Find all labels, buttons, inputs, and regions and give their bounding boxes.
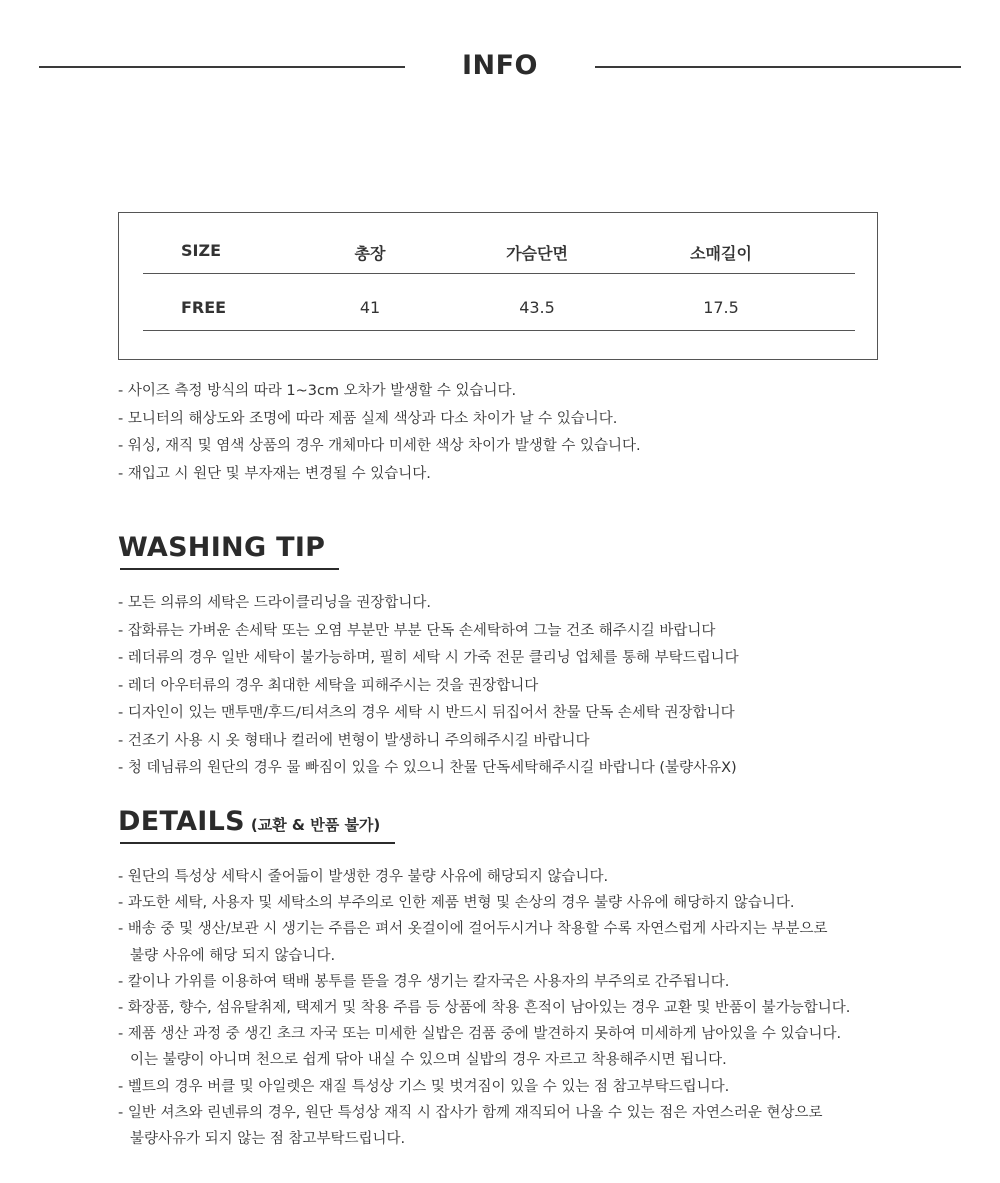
size-header-length: 총장 xyxy=(354,244,386,263)
info-header xyxy=(0,0,1000,140)
washing-tip-list xyxy=(118,590,739,783)
size-value-chest: 43.5 xyxy=(519,298,555,317)
size-value-size: FREE xyxy=(181,298,227,317)
size-table xyxy=(118,212,878,360)
list-item: - 모니터의 해상도와 조명에 따라 제품 실제 색상과 다소 차이가 날 수 있습니다. xyxy=(118,410,618,427)
details-subtitle: (교환 & 반품 불가) xyxy=(250,816,381,834)
size-value-sleeve: 17.5 xyxy=(703,298,739,317)
details-title xyxy=(118,806,380,837)
info-divider-left xyxy=(39,66,405,68)
info-divider-right xyxy=(595,66,961,68)
size-header-chest: 가슴단면 xyxy=(506,244,568,263)
details-list xyxy=(118,864,850,1152)
list-item: - 배송 중 및 생산/보관 시 생기는 주름은 펴서 옷걸이에 걸어두시거나 착용할 수록 자연스럽게 사라지는 부분으로 xyxy=(118,921,828,938)
list-item-continuation: 이는 불량이 아니며 천으로 쉽게 닦아 내실 수 있으며 실밥의 경우 자르고 착용해주시면 됩니다. xyxy=(130,1052,727,1069)
size-value-length: 41 xyxy=(359,298,381,317)
list-item: - 건조기 사용 시 옷 형태나 컬러에 변형이 발생하니 주의해주시길 바랍니다 xyxy=(118,732,590,749)
info-notes xyxy=(118,378,641,488)
list-item-continuation: 불량 사유에 해당 되지 않습니다. xyxy=(130,947,336,964)
size-table-row xyxy=(143,274,855,331)
list-item: - 재입고 시 원단 및 부자재는 변경될 수 있습니다. xyxy=(118,465,431,482)
list-item: - 레더류의 경우 일반 세탁이 불가능하며, 필히 세탁 시 가죽 전문 클리닝 업체를 통해 부탁드립니다 xyxy=(118,650,739,666)
info-title: INFO xyxy=(461,50,539,81)
washing-tip-underline xyxy=(120,568,339,570)
washing-tip-heading: WASHING TIP xyxy=(118,532,326,563)
size-header-sleeve: 소매길이 xyxy=(690,244,752,263)
details-underline xyxy=(120,842,395,844)
list-item: - 사이즈 측정 방식의 따라 1~3cm 오차가 발생할 수 있습니다. xyxy=(118,383,517,399)
details-heading: DETAILS xyxy=(118,806,245,837)
washing-tip-title xyxy=(118,532,325,563)
list-item-continuation: 불량사유가 되지 않는 점 참고부탁드립니다. xyxy=(130,1131,406,1148)
list-item: - 칼이나 가위를 이용하여 택배 봉투를 뜯을 경우 생기는 칼자국은 사용자의 부주의로 간주됩니다. xyxy=(118,973,730,990)
list-item: - 모든 의류의 세탁은 드라이클리닝을 권장합니다. xyxy=(118,595,432,611)
list-item: - 원단의 특성상 세탁시 줄어듦이 발생한 경우 불량 사유에 해당되지 않습니다. xyxy=(118,869,609,885)
list-item: - 화장품, 향수, 섬유탈취제, 택제거 및 착용 주름 등 상품에 착용 흔적이 남아있는 경우 교환 및 반품이 불가능합니다. xyxy=(118,1000,851,1017)
list-item: - 워싱, 재직 및 염색 상품의 경우 개체마다 미세한 색상 차이가 발생할 수 있습니다. xyxy=(118,438,641,454)
size-table-header-row xyxy=(143,217,855,274)
list-item: - 벨트의 경우 버클 및 아일렛은 재질 특성상 기스 및 벗겨짐이 있을 수 있는 점 참고부탁드립니다. xyxy=(118,1078,730,1095)
list-item: - 잡화류는 가벼운 손세탁 또는 오염 부분만 부분 단독 손세탁하여 그늘 건조 해주시길 바랍니다 xyxy=(118,622,716,639)
list-item: - 과도한 세탁, 사용자 및 세탁소의 부주의로 인한 제품 변형 및 손상의 경우 불량 사유에 해당하지 않습니다. xyxy=(118,895,795,912)
list-item: - 레더 아우터류의 경우 최대한 세탁을 피해주시는 것을 권장합니다 xyxy=(118,677,539,694)
list-item: - 청 데님류의 원단의 경우 물 빠짐이 있을 수 있으니 찬물 단독세탁해주시길 바랍니다 (불량사유X) xyxy=(118,760,737,776)
list-item: - 디자인이 있는 맨투맨/후드/티셔츠의 경우 세탁 시 반드시 뒤집어서 찬물 단독 손세탁 권장합니다 xyxy=(118,705,735,721)
list-item: - 제품 생산 과정 중 생긴 초크 자국 또는 미세한 실밥은 검품 중에 발견하지 못하여 미세하게 남아있을 수 있습니다. xyxy=(118,1026,842,1043)
size-header-size: SIZE xyxy=(181,241,222,260)
list-item: - 일반 셔츠와 린넨류의 경우, 원단 특성상 재직 시 잡사가 함께 재직되어 나올 수 있는 점은 자연스러운 현상으로 xyxy=(118,1104,823,1121)
